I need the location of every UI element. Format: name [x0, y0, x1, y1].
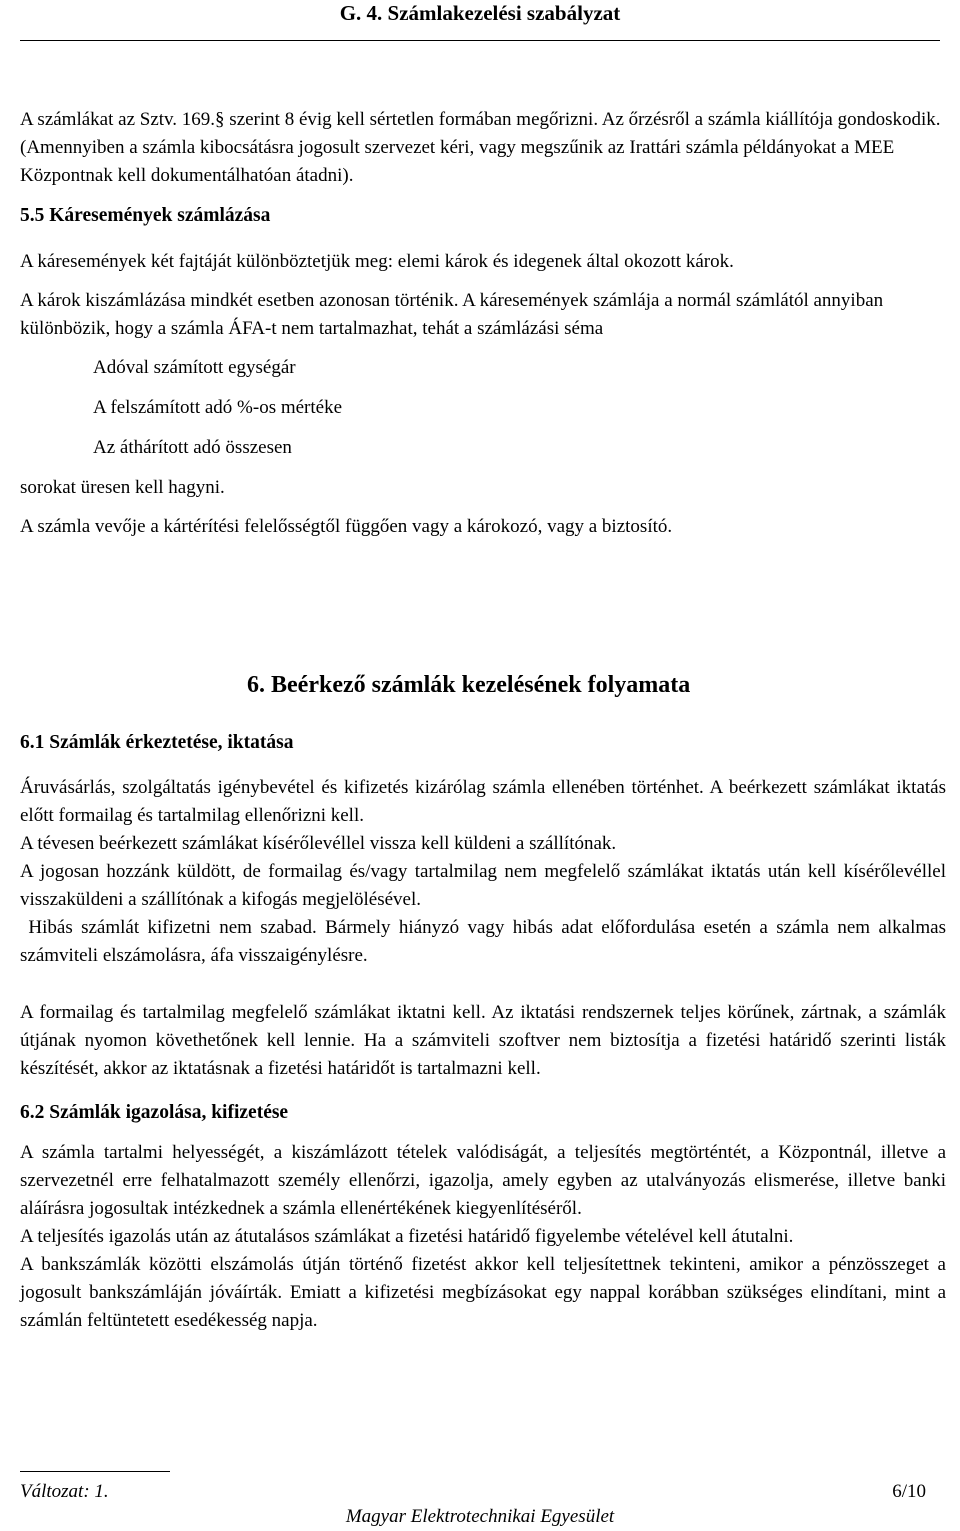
header-rule — [20, 40, 940, 41]
blank-rows-note: sorokat üresen kell hagyni. — [20, 477, 225, 498]
heading-6-2: 6.2 Számlák igazolása, kifizetése — [20, 1102, 289, 1123]
blank-row-item-1: Adóval számított egységár — [93, 357, 296, 378]
footer-page-number: 6/10 — [892, 1481, 926, 1502]
faulty-invoice-paragraph: Hibás számlát kifizetni nem szabad. Bármely hiányzó vagy hibás adat előfordulása esetén a számla nem alkalmas számviteli elszámolásra, áfa visszaigénylésre. — [20, 917, 951, 966]
blank-row-item-2: A felszámított adó %-os mértéke — [93, 397, 343, 418]
bank-settlement-paragraph: A bankszámlák közötti elszámolás útján történő fizetést akkor kell teljesítettnek tekinteni, amikor a pénzösszeget a jogosult bankszámláján jóváírták. Emiatt a kifizetési megbízásokat egy nappal korábban szükséges elindítani, mint a számlán feltüntetett esedékesség napja. — [20, 1254, 946, 1331]
buyer-paragraph: A számla vevője a kártérítési felelősségtől függően vagy a károkozó, vagy a biztosító. — [20, 516, 673, 537]
storage-paragraph: A számlákat az Sztv. 169.§ szerint 8 évig kell sértetlen formában megőrizni. Az őrzésről a számla kiállítója gondoskodik. (Amennyiben a számla kibocsátásra jogosult szervezet kéri, vagy megszűnik az Irattári számla példányokat a MEE Központnak kell dokumentálhatóan átadni). — [20, 109, 941, 186]
footer-organization: Magyar Elektrotechnikai Egyesület — [345, 1506, 615, 1527]
heading-5-5: 5.5 Káresemények számlázása — [20, 205, 271, 226]
misdelivered-paragraph: A tévesen beérkezett számlákat kísérőlevéllel vissza kell küldeni a szállítónak. — [20, 833, 617, 854]
incorrect-invoice-paragraph: A jogosan hozzánk küldött, de formailag és/vagy tartalmilag nem megfelelő számlákat iktatás után kell kísérőlevéllel visszaküldeni a szállítónak a kifogás megjelölésével. — [20, 861, 946, 910]
footer-version: Változat: 1. — [20, 1481, 109, 1502]
damage-types-paragraph: A káresemények két fajtáját különböztetjük meg: elemi károk és idegenek által okozott károk. — [20, 251, 734, 272]
document-body — [20, 106, 946, 541]
document-body-section-6 — [20, 729, 951, 1335]
blank-row-item-3: Az áthárított adó összesen — [93, 437, 292, 458]
damage-invoice-paragraph: A károk kiszámlázása mindkét esetben azonosan történik. A káresemények számlája a normál számlától annyiban különbözik, hogy a számla ÁFA-t nem tartalmazhat, tehát a számlázási séma — [20, 290, 884, 339]
transfer-paragraph: A teljesítés igazolás után az átutalásos számlákat a fizetési határidő figyelembe vételével kell átutalni. — [20, 1226, 794, 1247]
page-header-title: G. 4. Számlakezelési szabályzat — [339, 1, 621, 25]
heading-6: 6. Beérkező számlák kezelésének folyamata — [247, 672, 691, 698]
footer-rule — [20, 1471, 170, 1472]
verification-paragraph: A számla tartalmi helyességét, a kiszámlázott tételek valódiságát, a teljesítés megtörténtét, a Központnál, illetve a szervezetnél erre felhatalmazott személy ellenőrzi, igazolja, amely egyben az utalványozás elismerése, illetve banki aláírásra jogosultak intézkednek a számla ellenértékének kiegyenlítéséről. — [20, 1142, 946, 1219]
heading-6-1: 6.1 Számlák érkeztetése, iktatása — [20, 732, 294, 753]
registration-paragraph: A formailag és tartalmilag megfelelő számlákat iktatni kell. Az iktatási rendszernek teljes körűnek, zártnak, a számlák útjának nyomon követhetőnek kell lennie. Ha a számviteli szoftver nem biztosítja a fizetési határidő szerinti listák készítését, akkor az iktatásnak a fizetési határidőt is tartalmazni kell. — [20, 1002, 946, 1079]
purchase-paragraph: Áruvásárlás, szolgáltatás igénybevétel és kifizetés kizárólag számla ellenében történhet. A beérkezett számlákat iktatás előtt formailag és tartalmilag ellenőrizni kell. — [20, 777, 946, 826]
